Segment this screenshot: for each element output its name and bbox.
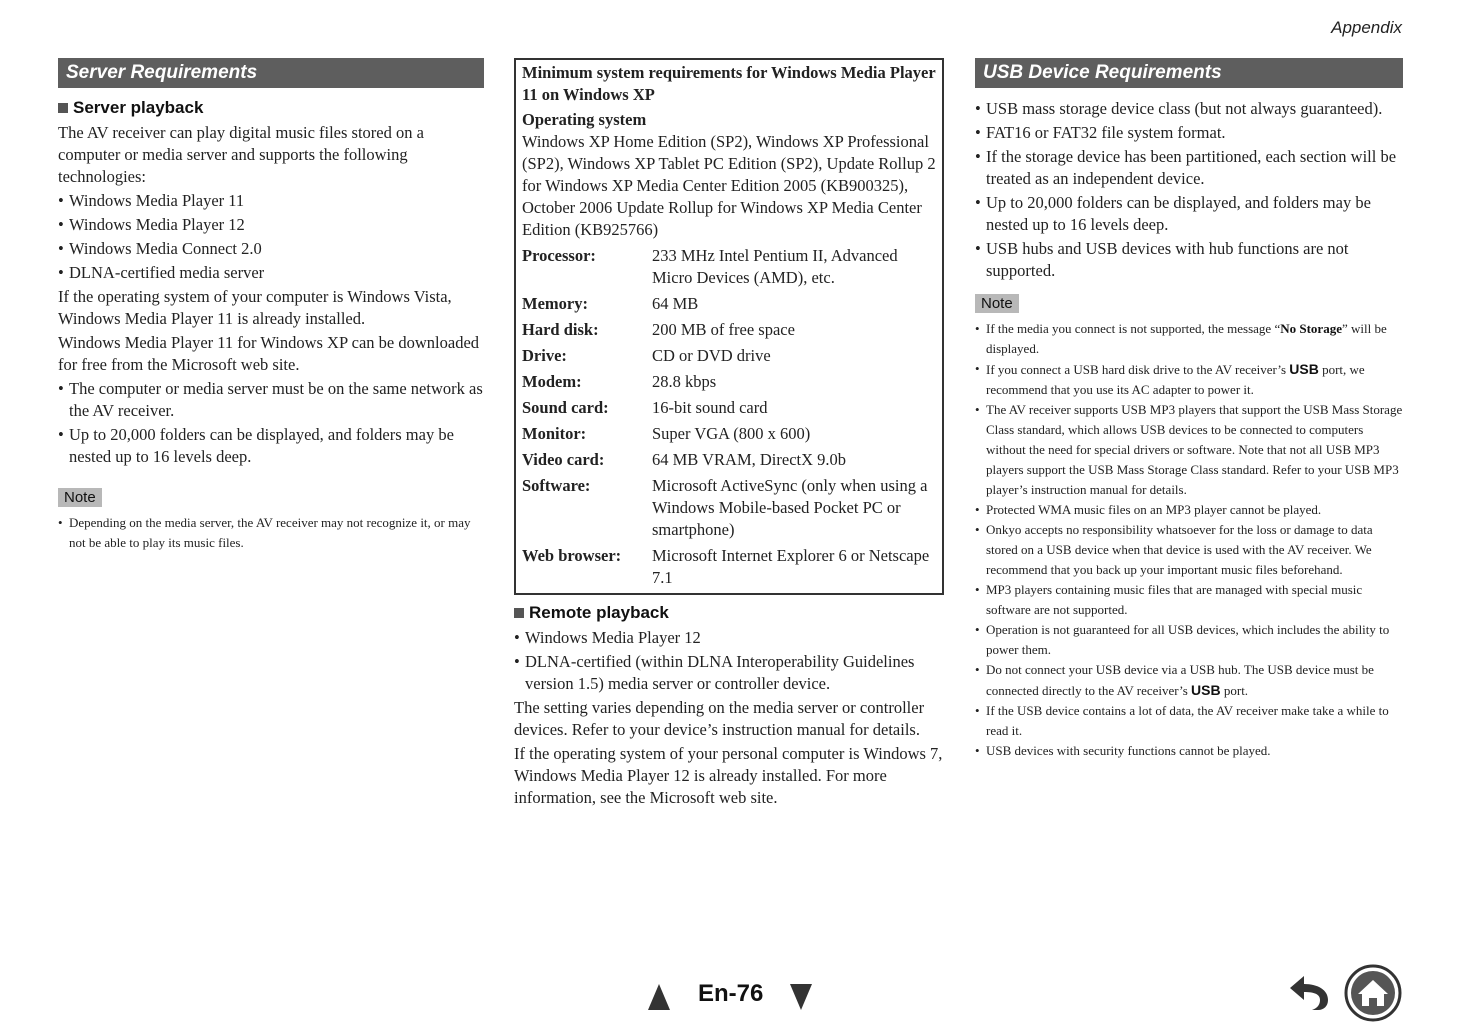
spec-label: Hard disk:: [522, 320, 599, 339]
list-item: • The computer or media server must be on the same network as the AV receiver.: [58, 378, 484, 422]
list-item: • If the storage device has been partitioned, each section will be treated as an independent device.: [975, 146, 1403, 190]
note-item: • The AV receiver supports USB MP3 players that support the USB Mass Storage Class standard, which allows USB devices to be connected to computers without the need for special drivers or software. Note that not all USB MP3 players support the USB Mass Storage Class standard. Refer to your USB MP3 player’s instruction manual for details.: [975, 400, 1403, 500]
square-bullet-icon: [58, 103, 68, 113]
os-text: Windows XP Home Edition (SP2), Windows XP Professional (SP2), Windows XP Tablet PC Edition (SP2), Update Rollup 2 for Windows XP Media Center Edition 2005 (KB900325), October 2006 Update Rollup for Windows XP Media Center Edition (KB925766): [522, 132, 936, 239]
system-requirements-box: [514, 58, 944, 595]
message-text: No Storage: [1280, 321, 1342, 336]
note-text: ” will be displayed.: [986, 321, 1387, 356]
spec-value: Super VGA (800 x 600): [652, 424, 811, 443]
note-item: [975, 319, 1403, 359]
spec-row-video-card: [522, 449, 936, 471]
spec-label: Video card:: [522, 450, 605, 469]
spec-label: Monitor:: [522, 424, 587, 443]
list-item: • DLNA-certified (within DLNA Interoperability Guidelines version 1.5) media server or controller device.: [514, 651, 944, 695]
spec-label: Software:: [522, 476, 591, 495]
remote-playback-heading: [514, 603, 944, 623]
spec-row-monitor: [522, 423, 936, 445]
note-text: If you connect a USB hard disk drive to the AV receiver’s: [986, 362, 1290, 377]
spec-row-hard-disk: [522, 319, 936, 341]
list-item: • USB hubs and USB devices with hub functions are not supported.: [975, 238, 1403, 282]
spec-value: 28.8 kbps: [652, 372, 717, 391]
vista-paragraph: If the operating system of your computer is Windows Vista, Windows Media Player 11 is already installed.: [58, 287, 452, 328]
note-text: port, we recommend that you use its AC adapter to power it.: [986, 362, 1365, 397]
os-label: Operating system: [522, 110, 647, 129]
spec-value: 200 MB of free space: [652, 320, 795, 339]
server-requirements-banner: Server Requirements: [58, 58, 484, 88]
spec-value: 233 MHz Intel Pentium II, Advanced Micro Devices (AMD), etc.: [652, 246, 898, 287]
list-item: • Up to 20,000 folders can be displayed, and folders may be nested up to 16 levels deep.: [975, 192, 1403, 236]
server-requirements-column: [58, 58, 484, 553]
requirements-column: [514, 58, 944, 811]
list-item: • Up to 20,000 folders can be displayed, and folders may be nested up to 16 levels deep.: [58, 424, 484, 468]
square-bullet-icon: [514, 608, 524, 618]
spec-value: Microsoft ActiveSync (only when using a Windows Mobile-based Pocket PC or smartphone): [652, 476, 928, 539]
spec-row-sound-card: [522, 397, 936, 419]
up-arrow-icon[interactable]: [648, 984, 670, 1010]
list-item: • Windows Media Connect 2.0: [58, 238, 484, 260]
usb-port-label: USB: [1289, 361, 1319, 377]
note-item: [975, 660, 1403, 701]
spec-label: Drive:: [522, 346, 567, 365]
remote-list: [514, 627, 944, 695]
page-navigation: [642, 980, 822, 1014]
note-text: port.: [1220, 683, 1249, 698]
server-intro: The AV receiver can play digital music files stored on a computer or media server and supports the following technologies:: [58, 123, 424, 186]
spec-row-software: [522, 475, 936, 541]
server-playback-title: Server playback: [73, 98, 204, 117]
server-notes: [58, 513, 484, 553]
note-item: [975, 359, 1403, 400]
list-item: • Windows Media Player 12: [58, 214, 484, 236]
list-item: • Windows Media Player 11: [58, 190, 484, 212]
spec-row-modem: [522, 371, 936, 393]
xp-download-paragraph: Windows Media Player 11 for Windows XP can be downloaded for free from the Microsoft web site.: [58, 333, 480, 374]
usb-list: [975, 98, 1403, 282]
server-bullets: [58, 378, 484, 468]
spec-row-web-browser: [522, 545, 936, 589]
section-label: Appendix: [1331, 18, 1402, 37]
spec-label: Processor:: [522, 246, 596, 265]
spec-label: Modem:: [522, 372, 582, 391]
home-icon[interactable]: [1344, 964, 1402, 1022]
list-item: • USB mass storage device class (but not always guaranteed).: [975, 98, 1403, 120]
spec-label: Sound card:: [522, 398, 609, 417]
note-label: Note: [975, 294, 1019, 313]
list-item: • Windows Media Player 12: [514, 627, 944, 649]
note-item: • Operation is not guaranteed for all USB devices, which includes the ability to power them.: [975, 620, 1403, 660]
spec-row-memory: [522, 293, 936, 315]
spec-value: 16-bit sound card: [652, 398, 768, 417]
spec-value: 64 MB: [652, 294, 699, 313]
spec-row-drive: [522, 345, 936, 367]
spec-value: Microsoft Internet Explorer 6 or Netscape 7.1: [652, 546, 930, 587]
note-text: Do not connect your USB device via a USB hub. The USB device must be connected directly to the AV receiver’s: [986, 662, 1374, 698]
spec-title: Minimum system requirements for Windows Media Player 11 on Windows XP: [522, 63, 936, 104]
spec-value: CD or DVD drive: [652, 346, 771, 365]
usb-port-label: USB: [1191, 682, 1221, 698]
spec-row-processor: [522, 245, 936, 289]
remote-setting-paragraph: The setting varies depending on the media server or controller devices. Refer to your device’s instruction manual for details.: [514, 698, 925, 739]
usb-requirements-column: [975, 58, 1403, 761]
note-text: If the media you connect is not supported, the message “: [986, 321, 1281, 336]
spec-label: Memory:: [522, 294, 588, 313]
note-item: • Protected WMA music files on an MP3 player cannot be played.: [975, 500, 1403, 520]
windows7-paragraph: If the operating system of your personal computer is Windows 7, Windows Media Player 12 is already installed. For more information, see the Microsoft web site.: [514, 744, 943, 807]
server-playback-heading: [58, 98, 484, 118]
usb-requirements-banner: USB Device Requirements: [975, 58, 1403, 88]
spec-value: 64 MB VRAM, DirectX 9.0b: [652, 450, 847, 469]
note-item: • If the USB device contains a lot of data, the AV receiver make take a while to read it.: [975, 701, 1403, 741]
list-item: • DLNA-certified media server: [58, 262, 484, 284]
note-item: • Onkyo accepts no responsibility whatsoever for the loss or damage to data stored on a USB device when that device is used with the AV receiver. We recommend that you back up your important music files beforehand.: [975, 520, 1403, 580]
spec-label: Web browser:: [522, 546, 622, 565]
back-icon[interactable]: [1282, 972, 1334, 1012]
tech-list: [58, 190, 484, 284]
down-arrow-icon[interactable]: [790, 984, 812, 1010]
remote-playback-title: Remote playback: [529, 603, 669, 622]
note-item: • USB devices with security functions cannot be played.: [975, 741, 1403, 761]
list-item: • FAT16 or FAT32 file system format.: [975, 122, 1403, 144]
note-label: Note: [58, 488, 102, 507]
page-number: En-76: [698, 980, 764, 1007]
note-item: • MP3 players containing music files that are managed with special music software are not supported.: [975, 580, 1403, 620]
usb-notes: [975, 319, 1403, 761]
note-item: • Depending on the media server, the AV receiver may not recognize it, or may not be able to play its music files.: [58, 513, 484, 553]
